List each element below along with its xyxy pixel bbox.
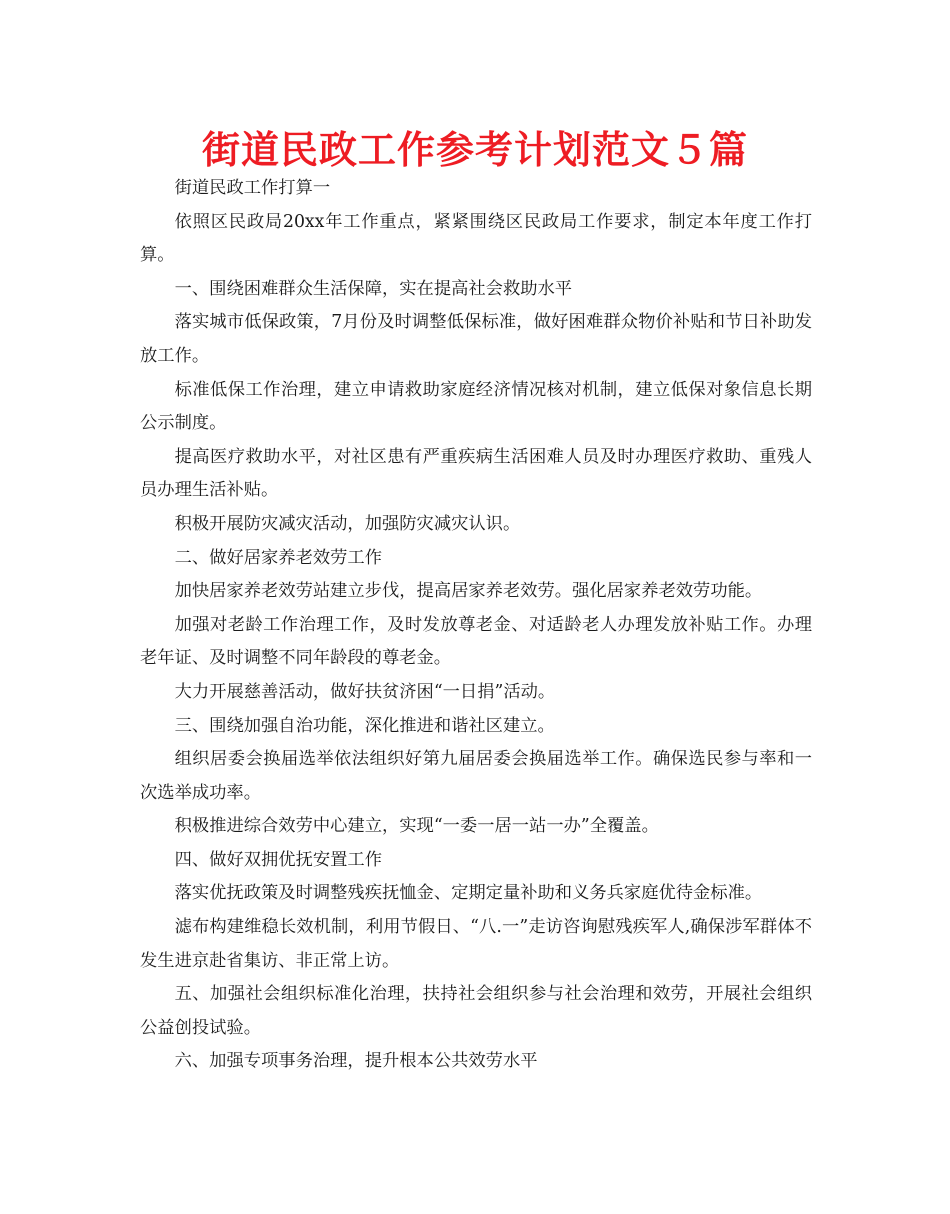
paragraph: 积极推进综合效劳中心建立，实现“一委一居一站一办”全覆盖。 [174, 816, 659, 837]
paragraph: 积极开展防灾减灾活动，加强防灾减灾认识。 [174, 513, 521, 534]
section-heading: 四、做好双拥优抚安置工作 [174, 849, 382, 870]
section-heading: 三、围绕加强自治功能，深化推进和谐社区建立。 [174, 715, 555, 736]
paragraph: 组织居委会换届选举依法组织好第九届居委会换届选举工作。确保选民参与率和一次选举成功率。 [140, 749, 812, 803]
paragraph: 标准低保工作治理，建立申请救助家庭经济情况核对机制，建立低保对象信息长期公示制度。 [140, 379, 812, 434]
paragraph: 落实城市低保政策，7月份及时调整低保标准，做好困难群众物价补贴和节日补助发放工作。 [140, 312, 812, 366]
paragraph: 大力开展慈善活动，做好扶贫济困“一日捐”活动。 [174, 681, 556, 702]
document-body [140, 172, 812, 1079]
document-title: 街道民政工作参考计划范文５篇 [201, 128, 748, 172]
paragraph: 加快居家养老效劳站建立步伐，提高居家养老效劳。强化居家养老效劳功能。 [174, 581, 763, 602]
section-heading: 一、围绕困难群众生活保障，实在提高社会救助水平 [174, 278, 573, 299]
paragraph: 落实优抚政策及时调整残疾抚恤金、定期定量补助和义务兵家庭优待金标准。 [174, 883, 763, 904]
section-heading: 五、加强社会组织标准化治理，扶持社会组织参与社会治理和效劳，开展社会组织公益创投试验。 [140, 984, 812, 1038]
paragraph: 滤布构建维稳长效机制，利用节假日、“八.一”走访咨询慰残疾军人,确保涉军群体不发生进京赴省集访、非正常上访。 [140, 917, 812, 971]
paragraph: 加强对老龄工作治理工作，及时发放尊老金、对适龄老人办理发放补贴工作。办理老年证、及时调整不同年龄段的尊老金。 [140, 614, 812, 669]
section-heading: 六、加强专项事务治理，提升根本公共效劳水平 [174, 1051, 538, 1072]
paragraph: 依照区民政局20xx年工作重点，紧紧围绕区民政局工作要求，制定本年度工作打算。 [140, 211, 812, 266]
paragraph: 提高医疗救助水平，对社区患有严重疾病生活困难人员及时办理医疗救助、重残人员办理生活补贴。 [140, 446, 812, 501]
paragraph: 街道民政工作打算一 [174, 178, 331, 198]
section-heading: 二、做好居家养老效劳工作 [174, 547, 382, 568]
